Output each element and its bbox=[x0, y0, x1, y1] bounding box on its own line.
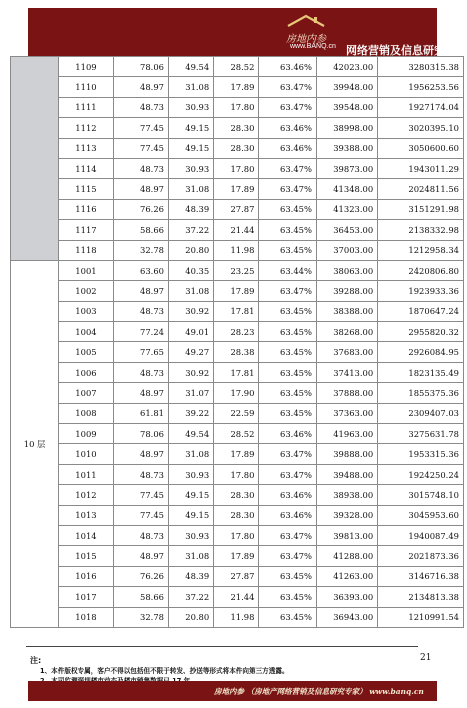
value-cell: 63.45% bbox=[259, 383, 317, 403]
value-cell: 63.45% bbox=[259, 301, 317, 321]
value-cell: 22.59 bbox=[214, 403, 259, 423]
value-cell: 63.45% bbox=[259, 220, 317, 240]
value-cell: 49.15 bbox=[169, 118, 214, 138]
value-cell: 36453.00 bbox=[316, 220, 377, 240]
value-cell: 21.44 bbox=[214, 220, 259, 240]
value-cell: 3280315.38 bbox=[378, 57, 464, 77]
value-cell: 1940087.49 bbox=[378, 525, 464, 545]
value-cell: 39328.00 bbox=[316, 505, 377, 525]
value-cell: 17.89 bbox=[214, 281, 259, 301]
value-cell: 31.08 bbox=[169, 77, 214, 97]
value-cell: 49.01 bbox=[169, 322, 214, 342]
table-row bbox=[11, 179, 464, 199]
value-cell: 63.47% bbox=[259, 464, 317, 484]
room-number-cell: 1117 bbox=[59, 220, 114, 240]
value-cell: 3050600.60 bbox=[378, 138, 464, 158]
logo-url: www.BANQ.cn bbox=[290, 43, 336, 50]
value-cell: 49.54 bbox=[169, 57, 214, 77]
value-cell: 17.89 bbox=[214, 546, 259, 566]
value-cell: 48.39 bbox=[169, 199, 214, 219]
value-cell: 39873.00 bbox=[316, 158, 377, 178]
room-number-cell: 1004 bbox=[59, 322, 114, 342]
value-cell: 48.97 bbox=[113, 281, 168, 301]
value-cell: 37363.00 bbox=[316, 403, 377, 423]
room-number-cell: 1116 bbox=[59, 199, 114, 219]
value-cell: 28.30 bbox=[214, 505, 259, 525]
table-row bbox=[11, 322, 464, 342]
room-number-cell: 1118 bbox=[59, 240, 114, 260]
notes-divider bbox=[26, 646, 418, 647]
value-cell: 17.89 bbox=[214, 444, 259, 464]
value-cell: 39388.00 bbox=[316, 138, 377, 158]
value-cell: 28.38 bbox=[214, 342, 259, 362]
value-cell: 21.44 bbox=[214, 587, 259, 607]
table-row bbox=[11, 240, 464, 260]
table-row bbox=[11, 566, 464, 586]
value-cell: 49.54 bbox=[169, 424, 214, 444]
header-title: 网络营销及信息研究专家 bbox=[346, 44, 467, 57]
room-number-cell: 1006 bbox=[59, 362, 114, 382]
value-cell: 36943.00 bbox=[316, 607, 377, 627]
value-cell: 40.35 bbox=[169, 260, 214, 280]
value-cell: 1855375.36 bbox=[378, 383, 464, 403]
value-cell: 61.81 bbox=[113, 403, 168, 423]
value-cell: 1823135.49 bbox=[378, 362, 464, 382]
room-number-cell: 1114 bbox=[59, 158, 114, 178]
value-cell: 17.81 bbox=[214, 301, 259, 321]
value-cell: 77.65 bbox=[113, 342, 168, 362]
table-row bbox=[11, 97, 464, 117]
value-cell: 39948.00 bbox=[316, 77, 377, 97]
value-cell: 2926084.95 bbox=[378, 342, 464, 362]
room-number-cell: 1112 bbox=[59, 118, 114, 138]
table-row bbox=[11, 464, 464, 484]
value-cell: 30.93 bbox=[169, 97, 214, 117]
value-cell: 27.87 bbox=[214, 199, 259, 219]
value-cell: 63.46% bbox=[259, 505, 317, 525]
value-cell: 48.97 bbox=[113, 383, 168, 403]
notes-heading: 注: bbox=[30, 656, 42, 665]
room-number-cell: 1018 bbox=[59, 607, 114, 627]
value-cell: 39548.00 bbox=[316, 97, 377, 117]
value-cell: 28.23 bbox=[214, 322, 259, 342]
value-cell: 63.45% bbox=[259, 322, 317, 342]
value-cell: 48.97 bbox=[113, 77, 168, 97]
value-cell: 63.47% bbox=[259, 77, 317, 97]
value-cell: 17.90 bbox=[214, 383, 259, 403]
value-cell: 41263.00 bbox=[316, 566, 377, 586]
value-cell: 2420806.80 bbox=[378, 260, 464, 280]
room-number-cell: 1109 bbox=[59, 57, 114, 77]
value-cell: 63.47% bbox=[259, 546, 317, 566]
value-cell: 77.24 bbox=[113, 322, 168, 342]
room-number-cell: 1005 bbox=[59, 342, 114, 362]
value-cell: 31.07 bbox=[169, 383, 214, 403]
value-cell: 28.30 bbox=[214, 118, 259, 138]
room-number-cell: 1012 bbox=[59, 485, 114, 505]
table-row bbox=[11, 301, 464, 321]
value-cell: 32.78 bbox=[113, 607, 168, 627]
value-cell: 27.87 bbox=[214, 566, 259, 586]
value-cell: 48.97 bbox=[113, 546, 168, 566]
floor-cell: 10 层 bbox=[11, 260, 59, 627]
value-cell: 41288.00 bbox=[316, 546, 377, 566]
value-cell: 37.22 bbox=[169, 220, 214, 240]
table-row bbox=[11, 138, 464, 158]
value-cell: 58.66 bbox=[113, 587, 168, 607]
value-cell: 63.45% bbox=[259, 342, 317, 362]
value-cell: 77.45 bbox=[113, 485, 168, 505]
room-number-cell: 1017 bbox=[59, 587, 114, 607]
note-line-1: 1、本件版权专属，客户不得以包括但不限于转发、抄送等形式将本件向第三方透露。 bbox=[40, 667, 289, 675]
value-cell: 17.89 bbox=[214, 179, 259, 199]
value-cell: 39813.00 bbox=[316, 525, 377, 545]
value-cell: 3275631.78 bbox=[378, 424, 464, 444]
value-cell: 3020395.10 bbox=[378, 118, 464, 138]
value-cell: 2309407.03 bbox=[378, 403, 464, 423]
value-cell: 1923933.36 bbox=[378, 281, 464, 301]
table-row bbox=[11, 158, 464, 178]
value-cell: 37003.00 bbox=[316, 240, 377, 260]
value-cell: 39888.00 bbox=[316, 444, 377, 464]
value-cell: 63.47% bbox=[259, 525, 317, 545]
value-cell: 37888.00 bbox=[316, 383, 377, 403]
footer-text: 房地内参 （房地产网络营销及信息研究专家） www.banq.cn bbox=[214, 687, 424, 696]
value-cell: 49.15 bbox=[169, 485, 214, 505]
value-cell: 39488.00 bbox=[316, 464, 377, 484]
value-cell: 63.47% bbox=[259, 158, 317, 178]
value-cell: 49.15 bbox=[169, 138, 214, 158]
value-cell: 38388.00 bbox=[316, 301, 377, 321]
footer-banner bbox=[28, 681, 437, 701]
value-cell: 31.08 bbox=[169, 546, 214, 566]
value-cell: 48.97 bbox=[113, 179, 168, 199]
value-cell: 17.80 bbox=[214, 97, 259, 117]
logo-chinese: 房地内参 bbox=[286, 34, 326, 45]
value-cell: 2024811.56 bbox=[378, 179, 464, 199]
value-cell: 31.08 bbox=[169, 179, 214, 199]
table-row bbox=[11, 260, 464, 280]
value-cell: 63.47% bbox=[259, 444, 317, 464]
value-cell: 39.22 bbox=[169, 403, 214, 423]
value-cell: 48.73 bbox=[113, 158, 168, 178]
value-cell: 63.47% bbox=[259, 179, 317, 199]
value-cell: 2134813.38 bbox=[378, 587, 464, 607]
value-cell: 63.45% bbox=[259, 607, 317, 627]
value-cell: 3151291.98 bbox=[378, 199, 464, 219]
room-number-cell: 1008 bbox=[59, 403, 114, 423]
value-cell: 23.25 bbox=[214, 260, 259, 280]
table-row bbox=[11, 587, 464, 607]
value-cell: 3146716.38 bbox=[378, 566, 464, 586]
value-cell: 2955820.32 bbox=[378, 322, 464, 342]
table-row bbox=[11, 342, 464, 362]
value-cell: 38268.00 bbox=[316, 322, 377, 342]
page-number: 21 bbox=[420, 653, 432, 663]
value-cell: 48.73 bbox=[113, 301, 168, 321]
value-cell: 78.06 bbox=[113, 57, 168, 77]
value-cell: 2021873.36 bbox=[378, 546, 464, 566]
value-cell: 63.45% bbox=[259, 566, 317, 586]
value-cell: 36393.00 bbox=[316, 587, 377, 607]
room-number-cell: 1001 bbox=[59, 260, 114, 280]
value-cell: 17.80 bbox=[214, 464, 259, 484]
room-number-cell: 1013 bbox=[59, 505, 114, 525]
table-row bbox=[11, 362, 464, 382]
value-cell: 63.46% bbox=[259, 57, 317, 77]
room-number-cell: 1014 bbox=[59, 525, 114, 545]
table-row bbox=[11, 220, 464, 240]
value-cell: 49.27 bbox=[169, 342, 214, 362]
room-number-cell: 1115 bbox=[59, 179, 114, 199]
value-cell: 42023.00 bbox=[316, 57, 377, 77]
value-cell: 1870647.24 bbox=[378, 301, 464, 321]
room-number-cell: 1009 bbox=[59, 424, 114, 444]
value-cell: 2138332.98 bbox=[378, 220, 464, 240]
value-cell: 48.73 bbox=[113, 464, 168, 484]
value-cell: 48.39 bbox=[169, 566, 214, 586]
value-cell: 63.46% bbox=[259, 424, 317, 444]
value-cell: 37.22 bbox=[169, 587, 214, 607]
room-number-cell: 1011 bbox=[59, 464, 114, 484]
value-cell: 63.47% bbox=[259, 97, 317, 117]
value-cell: 31.08 bbox=[169, 444, 214, 464]
value-cell: 3045953.60 bbox=[378, 505, 464, 525]
table-row bbox=[11, 57, 464, 77]
value-cell: 41323.00 bbox=[316, 199, 377, 219]
room-number-cell: 1007 bbox=[59, 383, 114, 403]
floor-cell bbox=[11, 57, 59, 261]
table-row bbox=[11, 607, 464, 627]
value-cell: 1927174.04 bbox=[378, 97, 464, 117]
value-cell: 20.80 bbox=[169, 240, 214, 260]
value-cell: 28.30 bbox=[214, 138, 259, 158]
value-cell: 78.06 bbox=[113, 424, 168, 444]
value-cell: 63.45% bbox=[259, 403, 317, 423]
value-cell: 77.45 bbox=[113, 505, 168, 525]
value-cell: 1210991.54 bbox=[378, 607, 464, 627]
table-row bbox=[11, 118, 464, 138]
value-cell: 28.52 bbox=[214, 57, 259, 77]
table-row bbox=[11, 525, 464, 545]
value-cell: 1943011.29 bbox=[378, 158, 464, 178]
value-cell: 38938.00 bbox=[316, 485, 377, 505]
value-cell: 63.47% bbox=[259, 281, 317, 301]
value-cell: 37413.00 bbox=[316, 362, 377, 382]
value-cell: 28.30 bbox=[214, 485, 259, 505]
value-cell: 1956253.56 bbox=[378, 77, 464, 97]
room-number-cell: 1010 bbox=[59, 444, 114, 464]
value-cell: 41963.00 bbox=[316, 424, 377, 444]
table-row bbox=[11, 505, 464, 525]
room-number-cell: 1113 bbox=[59, 138, 114, 158]
value-cell: 17.80 bbox=[214, 525, 259, 545]
table-row bbox=[11, 424, 464, 444]
table-row bbox=[11, 383, 464, 403]
value-cell: 63.45% bbox=[259, 199, 317, 219]
table-row bbox=[11, 485, 464, 505]
value-cell: 17.89 bbox=[214, 77, 259, 97]
value-cell: 38063.00 bbox=[316, 260, 377, 280]
value-cell: 63.46% bbox=[259, 118, 317, 138]
table-row bbox=[11, 77, 464, 97]
header-banner bbox=[28, 8, 467, 57]
table-row bbox=[11, 199, 464, 219]
value-cell: 63.60 bbox=[113, 260, 168, 280]
value-cell: 49.15 bbox=[169, 505, 214, 525]
table-row bbox=[11, 444, 464, 464]
value-cell: 76.26 bbox=[113, 199, 168, 219]
value-cell: 48.73 bbox=[113, 525, 168, 545]
value-cell: 30.93 bbox=[169, 525, 214, 545]
room-number-cell: 1015 bbox=[59, 546, 114, 566]
value-cell: 58.66 bbox=[113, 220, 168, 240]
value-cell: 48.73 bbox=[113, 97, 168, 117]
value-cell: 30.92 bbox=[169, 362, 214, 382]
value-cell: 1212958.34 bbox=[378, 240, 464, 260]
room-number-cell: 1111 bbox=[59, 97, 114, 117]
value-cell: 48.73 bbox=[113, 362, 168, 382]
room-number-cell: 1003 bbox=[59, 301, 114, 321]
value-cell: 63.45% bbox=[259, 587, 317, 607]
value-cell: 11.98 bbox=[214, 240, 259, 260]
room-number-cell: 1110 bbox=[59, 77, 114, 97]
value-cell: 63.45% bbox=[259, 362, 317, 382]
value-cell: 48.97 bbox=[113, 444, 168, 464]
value-cell: 63.46% bbox=[259, 485, 317, 505]
table-row bbox=[11, 281, 464, 301]
value-cell: 37683.00 bbox=[316, 342, 377, 362]
value-cell: 20.80 bbox=[169, 607, 214, 627]
table-row bbox=[11, 403, 464, 423]
value-cell: 30.93 bbox=[169, 464, 214, 484]
value-cell: 30.93 bbox=[169, 158, 214, 178]
value-cell: 17.81 bbox=[214, 362, 259, 382]
value-cell: 77.45 bbox=[113, 138, 168, 158]
room-number-cell: 1002 bbox=[59, 281, 114, 301]
room-number-cell: 1016 bbox=[59, 566, 114, 586]
value-cell: 77.45 bbox=[113, 118, 168, 138]
value-cell: 63.45% bbox=[259, 240, 317, 260]
value-cell: 31.08 bbox=[169, 281, 214, 301]
value-cell: 63.44% bbox=[259, 260, 317, 280]
value-cell: 28.52 bbox=[214, 424, 259, 444]
value-cell: 39288.00 bbox=[316, 281, 377, 301]
value-cell: 17.80 bbox=[214, 158, 259, 178]
value-cell: 1924250.24 bbox=[378, 464, 464, 484]
value-cell: 3015748.10 bbox=[378, 485, 464, 505]
value-cell: 63.46% bbox=[259, 138, 317, 158]
value-cell: 1953315.36 bbox=[378, 444, 464, 464]
value-cell: 41348.00 bbox=[316, 179, 377, 199]
value-cell: 30.92 bbox=[169, 301, 214, 321]
value-cell: 32.78 bbox=[113, 240, 168, 260]
table-row bbox=[11, 546, 464, 566]
value-cell: 38998.00 bbox=[316, 118, 377, 138]
value-cell: 11.98 bbox=[214, 607, 259, 627]
value-cell: 76.26 bbox=[113, 566, 168, 586]
price-table bbox=[10, 56, 464, 628]
